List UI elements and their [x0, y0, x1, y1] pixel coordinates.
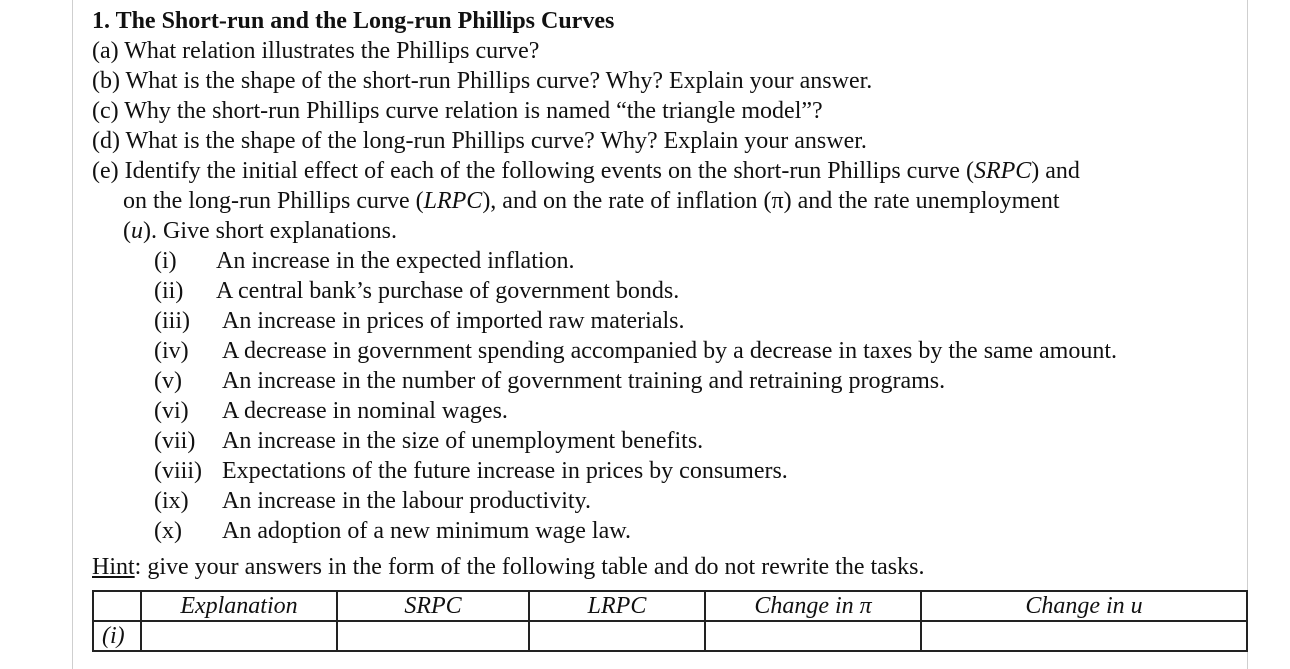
table-header-lrpc: LRPC — [529, 591, 705, 621]
list-item: (ii) A central bank’s purchase of government bonds. — [154, 278, 680, 304]
table-cell[interactable] — [337, 621, 529, 651]
list-item: (iv) A decrease in government spending accompanied by a decrease in taxes by the same amount. — [154, 338, 1118, 364]
list-item: (vi) A decrease in nominal wages. — [154, 398, 508, 424]
question-c: (c) Why the short-run Phillips curve relation is named “the triangle model”? — [92, 98, 823, 124]
list-item: (i) An increase in the expected inflation. — [154, 248, 575, 274]
hint-text: : give your answers in the form of the following table and do not rewrite the tasks. — [134, 554, 925, 580]
question-b: (b) What is the shape of the short-run Phillips curve? Why? Explain your answer. — [92, 68, 873, 94]
list-item: (v) An increase in the number of government training and retraining programs. — [154, 368, 946, 394]
question-e-line2: on the long-run Phillips curve (LRPC), and on the rate of inflation (π) and the rate unemployment — [123, 188, 1060, 214]
page-border-right — [1247, 0, 1248, 669]
list-item: (iii) An increase in prices of imported raw materials. — [154, 308, 685, 334]
hint-label: Hint — [92, 554, 135, 580]
table-header-change-u: Change in u — [921, 591, 1247, 621]
table-header-row — [93, 591, 1247, 621]
table-cell[interactable] — [705, 621, 921, 651]
table-cell[interactable] — [921, 621, 1247, 651]
answer-table — [92, 590, 1248, 652]
table-header-srpc: SRPC — [337, 591, 529, 621]
list-item: (vii) An increase in the size of unemployment benefits. — [154, 428, 704, 454]
list-item: (viii) Expectations of the future increase in prices by consumers. — [154, 458, 788, 484]
table-header-blank — [93, 591, 141, 621]
table-cell-row-label: (i) — [93, 621, 141, 651]
question-e-line1: (e) Identify the initial effect of each of the following events on the short-run Phillips curve (SRPC) and — [92, 158, 1080, 184]
hint-line — [92, 552, 1242, 582]
table-header-explanation: Explanation — [141, 591, 337, 621]
section-title: 1. The Short-run and the Long-run Phillips Curves — [92, 8, 615, 34]
question-d: (d) What is the shape of the long-run Phillips curve? Why? Explain your answer. — [92, 128, 867, 154]
table-row — [93, 621, 1247, 651]
table-cell[interactable] — [529, 621, 705, 651]
question-e — [92, 156, 1242, 246]
table-cell[interactable] — [141, 621, 337, 651]
document-body — [92, 6, 1242, 582]
question-e-line3: (u). Give short explanations. — [123, 218, 397, 244]
event-list — [92, 246, 1242, 546]
table-header-change-pi: Change in π — [705, 591, 921, 621]
list-item: (ix) An increase in the labour productivity. — [154, 488, 591, 514]
question-a: (a) What relation illustrates the Phillips curve? — [92, 38, 540, 64]
list-item: (x) An adoption of a new minimum wage law. — [154, 518, 632, 544]
page-border-left — [72, 0, 73, 669]
